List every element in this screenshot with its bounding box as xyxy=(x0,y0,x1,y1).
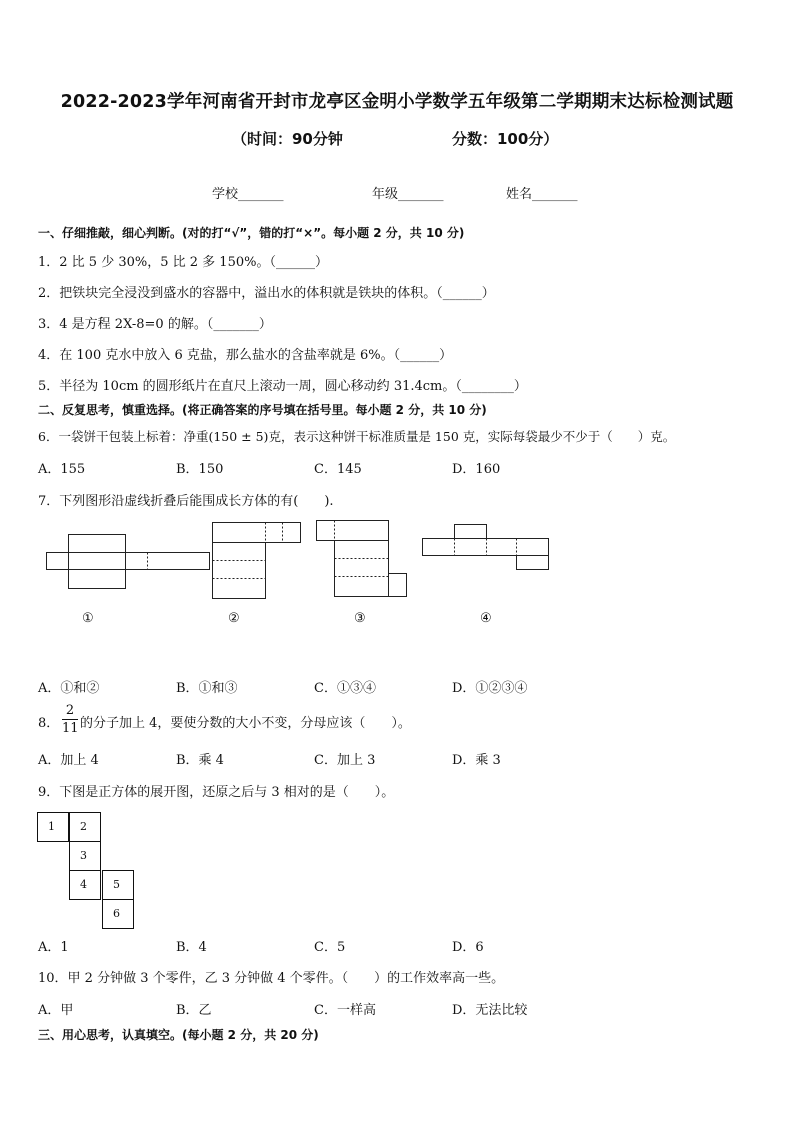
q7-option-a: A．①和② xyxy=(38,681,100,696)
cube-net-cell-5: 5 xyxy=(102,870,134,900)
q9-option-c: C．5 xyxy=(314,940,346,955)
cube-net-cell-4: 4 xyxy=(69,870,101,900)
question-10: 10．甲 2 分钟做 3 个零件，乙 3 分钟做 4 个零件。（ ）的工作效率高一些。 xyxy=(38,971,505,986)
figure-label-4: ④ xyxy=(480,611,492,626)
q9-option-b: B．4 xyxy=(176,940,207,955)
question-7: 7．下列图形沿虚线折叠后能围成长方体的有( ). xyxy=(38,494,334,509)
section2-heading: 二、反复思考，慎重选择。(将正确答案的序号填在括号里。每小题 2 分，共 10 分) xyxy=(38,403,487,417)
question-5: 5．半径为 10cm 的圆形纸片在直尺上滚动一周，圆心移动约 31.4cm。（________） xyxy=(38,379,527,394)
q8-numerator: 2 xyxy=(65,703,75,718)
q8-option-a: A．加上 4 xyxy=(38,753,99,768)
question-9: 9．下图是正方体的展开图，还原之后与 3 相对的是（ ）。 xyxy=(38,785,395,800)
question-2: 2．把铁块完全浸没到盛水的容器中，溢出水的体积就是铁块的体积。（______） xyxy=(38,286,495,301)
grade-field: 年级_______ xyxy=(372,187,444,202)
exam-time: （时间：90分钟 xyxy=(232,130,343,148)
question-3: 3．4 是方程 2X-8=0 的解。（_______） xyxy=(38,317,272,332)
net-figure-1 xyxy=(46,534,211,589)
q10-option-d: D．无法比较 xyxy=(452,1003,528,1018)
q6-option-a: A．155 xyxy=(38,462,86,477)
net-figure-3 xyxy=(316,520,409,598)
question-4: 4．在 100 克水中放入 6 克盐，那么盐水的含盐率就是 6%。（______） xyxy=(38,348,453,363)
q10-option-b: B．乙 xyxy=(176,1003,212,1018)
figure-label-1: ① xyxy=(82,611,94,626)
question-8: 的分子加上 4，要使分数的大小不变，分母应该（ ）。 xyxy=(80,716,411,731)
cube-net-cell-2: 2 xyxy=(69,812,101,842)
q8-option-b: B．乘 4 xyxy=(176,753,224,768)
q7-option-d: D．①②③④ xyxy=(452,681,528,696)
q6-option-d: D．160 xyxy=(452,462,501,477)
q10-option-a: A．甲 xyxy=(38,1003,74,1018)
q8-option-d: D．乘 3 xyxy=(452,753,501,768)
name-field: 姓名_______ xyxy=(506,187,578,202)
q9-option-d: D．6 xyxy=(452,940,484,955)
question-1: 1．2 比 5 少 30%，5 比 2 多 150%。（______） xyxy=(38,255,328,270)
q8-number: 8． xyxy=(38,716,60,731)
cube-net-cell-1: 1 xyxy=(37,812,69,842)
exam-score: 分数：100分） xyxy=(452,130,559,148)
net-figure-2 xyxy=(212,522,302,600)
q7-option-c: C．①③④ xyxy=(314,681,376,696)
net-figure-4 xyxy=(422,524,552,572)
q6-option-b: B．150 xyxy=(176,462,224,477)
school-field: 学校_______ xyxy=(212,187,284,202)
section3-heading: 三、用心思考，认真填空。(每小题 2 分，共 20 分) xyxy=(38,1028,319,1042)
section1-heading: 一、仔细推敲，细心判断。(对的打“√”，错的打“×”。每小题 2 分，共 10 分) xyxy=(38,226,465,240)
q6-option-c: C．145 xyxy=(314,462,362,477)
question-6: 6．一袋饼干包装上标着：净重(150 ± 5)克，表示这种饼干标准质量是 150 克，实际每袋最少不少于（ ）克。 xyxy=(38,429,676,444)
q7-option-b: B．①和③ xyxy=(176,681,238,696)
figure-label-2: ② xyxy=(228,611,240,626)
q8-denominator: 11 xyxy=(62,721,79,736)
q10-option-c: C．一样高 xyxy=(314,1003,376,1018)
cube-net-cell-3: 3 xyxy=(69,841,101,871)
q8-fraction xyxy=(62,703,78,736)
cube-net-cell-6: 6 xyxy=(102,899,134,929)
figure-label-3: ③ xyxy=(354,611,366,626)
q8-option-c: C．加上 3 xyxy=(314,753,376,768)
q9-option-a: A．1 xyxy=(38,940,69,955)
page-title: 2022-2023学年河南省开封市龙亭区金明小学数学五年级第二学期期末达标检测试题 xyxy=(60,92,734,112)
